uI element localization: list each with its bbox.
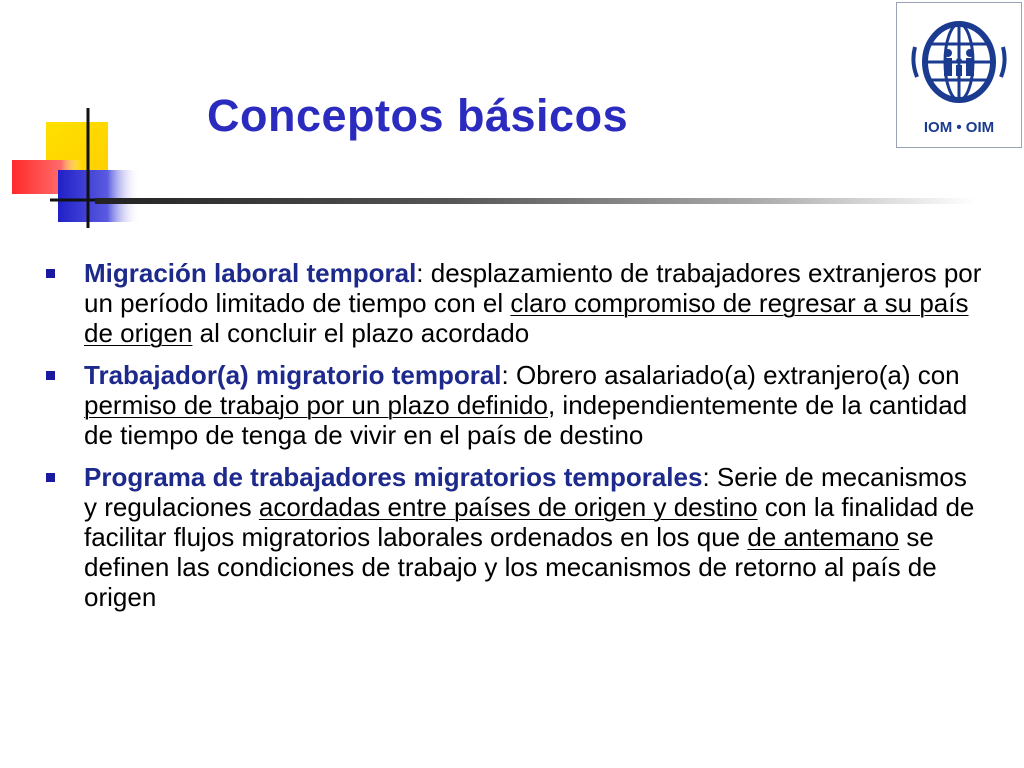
text: al concluir el plazo acordado [192,318,530,348]
text: : Obrero asalariado(a) extranjero(a) con [501,360,960,390]
title-divider [95,198,975,204]
list-item [44,360,984,450]
text: se definen las condiciones de trabajo y los mecanismos de retorno al país de origen [84,522,937,612]
underlined-text: permiso de trabajo por un plazo definido [84,390,548,420]
bullet-square-icon [46,269,55,278]
text: con la finalidad de facilitar flujos migratorios laborales ordenados en los que [84,492,975,552]
text: : Serie de mecanismos y regulaciones [84,462,967,522]
list-item [44,462,984,612]
term: Migración laboral temporal [84,258,417,288]
text: : desplazamiento de trabajadores extranjeros por un período limitado de tiempo con el [84,258,982,318]
underlined-text: de antemano [747,522,900,552]
term: Trabajador(a) migratorio temporal [84,360,502,390]
decorative-squares [0,100,160,240]
text: , independientemente de la cantidad de tiempo de tenga de vivir en el país de destino [84,390,968,450]
term: Programa de trabajadores migratorios temporales [84,462,703,492]
list-item [44,258,984,348]
iom-logo [896,2,1022,148]
underlined-text: acordadas entre países de origen y destino [258,492,758,522]
underlined-text: claro compromiso de regresar a su país de origen [84,288,969,348]
globe-family-icon [909,17,1009,115]
logo-text: IOM • OIM [923,119,995,136]
slide-title: Conceptos básicos [207,90,629,141]
bullet-square-icon [46,371,55,380]
bullet-square-icon [46,473,55,482]
bullet-list [44,258,984,624]
